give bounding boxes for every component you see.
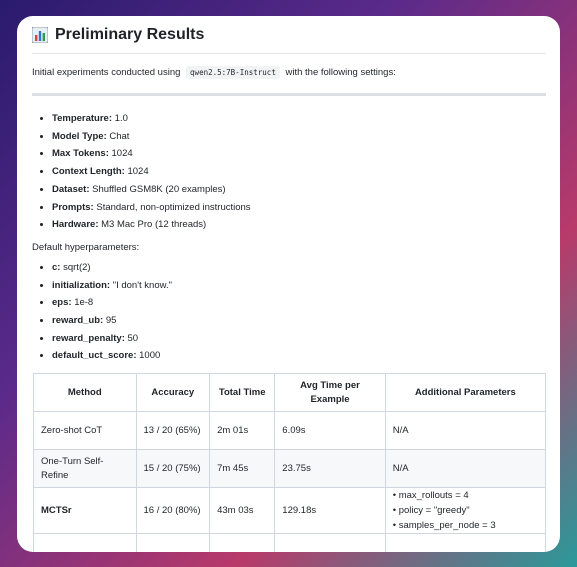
params-cell — [385, 534, 545, 552]
hyperparameter-label: initialization: — [52, 279, 111, 291]
hyperparameter-label: default_uct_score: — [52, 350, 137, 362]
hyperparameter-label: c: — [52, 261, 61, 273]
setting-value: 1024 — [127, 166, 149, 178]
hyperparameter-item — [52, 347, 546, 365]
table-row — [34, 534, 546, 552]
settings-list — [32, 110, 546, 234]
avg-time-cell: 6.09s — [275, 412, 385, 450]
hyperparameter-label: eps: — [52, 297, 72, 309]
page-title — [32, 26, 546, 54]
divider — [32, 93, 546, 96]
accuracy-cell: 15 / 20 (75%) — [136, 450, 210, 488]
setting-label: Dataset: — [52, 183, 90, 195]
setting-item — [52, 199, 546, 217]
accuracy-cell — [136, 534, 210, 552]
params-cell: N/A — [385, 412, 545, 450]
setting-value: Standard, non-optimized instructions — [96, 201, 251, 213]
params-list — [393, 488, 538, 533]
hyperparameter-value: sqrt(2) — [63, 261, 91, 273]
hyperparameter-item — [52, 312, 546, 330]
total-time-cell: 43m 03s — [210, 488, 275, 534]
setting-value: 1.0 — [114, 113, 128, 124]
hyperparameter-value: 1000 — [139, 350, 161, 362]
setting-item — [52, 145, 546, 163]
param-item: • policy = "greedy" — [392, 505, 470, 517]
column-header: Accuracy — [136, 374, 210, 412]
results-table — [33, 373, 546, 552]
setting-label: Temperature: — [52, 113, 113, 124]
hyperparameter-value: 50 — [127, 332, 139, 344]
hyperparameter-item — [52, 330, 546, 348]
bar-chart-icon — [32, 27, 48, 43]
avg-time-cell: 129.18s — [275, 488, 385, 534]
params-cell: N/A — [385, 450, 545, 488]
setting-item — [52, 216, 546, 234]
hyperparameter-item — [52, 277, 546, 295]
hyperparameter-value: "I don't know." — [112, 279, 172, 291]
avg-time-cell — [275, 534, 385, 552]
setting-item — [52, 128, 546, 146]
setting-label: Max Tokens: — [52, 148, 109, 160]
table-header-row — [34, 374, 546, 412]
setting-label: Context Length: — [52, 166, 125, 178]
method-cell: One-Turn Self-Refine — [34, 450, 137, 488]
column-header: Avg Time per Example — [275, 374, 385, 412]
setting-item — [52, 181, 546, 199]
method-cell: MCTSr — [34, 488, 137, 534]
setting-value: M3 Mac Pro (12 threads) — [101, 219, 207, 231]
setting-label: Hardware: — [52, 219, 99, 231]
total-time-cell — [210, 534, 275, 552]
setting-item — [52, 110, 546, 128]
column-header: Additional Parameters — [385, 374, 545, 412]
setting-value: Shuffled GSM8K (20 examples) — [92, 183, 226, 195]
accuracy-cell: 13 / 20 (65%) — [136, 412, 210, 450]
total-time-cell: 2m 01s — [210, 412, 275, 450]
hyperparameters-list — [32, 259, 546, 365]
hyperparameter-label: reward_penalty: — [52, 332, 125, 344]
intro-after: with the following settings: — [285, 67, 396, 78]
results-card — [17, 16, 560, 552]
method-cell — [34, 534, 137, 552]
hyperparameters-heading: Default hyperparameters: — [32, 241, 140, 253]
param-item: • max_rollouts = 4 — [392, 490, 469, 502]
table-row — [34, 488, 546, 534]
method-cell: Zero-shot CoT — [34, 412, 137, 450]
hyperparameter-value: 95 — [105, 315, 117, 327]
column-header: Total Time — [210, 374, 275, 412]
param-item: • samples_per_node = 3 — [392, 520, 496, 532]
avg-time-cell: 23.75s — [275, 450, 385, 488]
setting-item — [52, 163, 546, 181]
total-time-cell: 7m 45s — [210, 450, 275, 488]
model-code: qwen2.5:7B-Instruct — [186, 66, 280, 79]
page-title-text: Preliminary Results — [55, 26, 205, 43]
table-row — [34, 450, 546, 488]
table-row — [34, 412, 546, 450]
setting-value: 1024 — [111, 148, 133, 160]
setting-label: Prompts: — [52, 201, 94, 213]
column-header: Method — [34, 374, 137, 412]
intro-before: Initial experiments conducted using — [32, 67, 181, 78]
accuracy-cell: 16 / 20 (80%) — [136, 488, 210, 534]
hyperparameter-item — [52, 294, 546, 312]
hyperparameter-item — [52, 259, 546, 277]
hyperparameter-label: reward_ub: — [52, 315, 104, 327]
params-cell — [385, 488, 545, 534]
intro-text — [32, 66, 546, 80]
setting-label: Model Type: — [52, 130, 107, 142]
setting-value: Chat — [109, 130, 130, 142]
hyperparameter-value: 1e-8 — [74, 297, 94, 309]
